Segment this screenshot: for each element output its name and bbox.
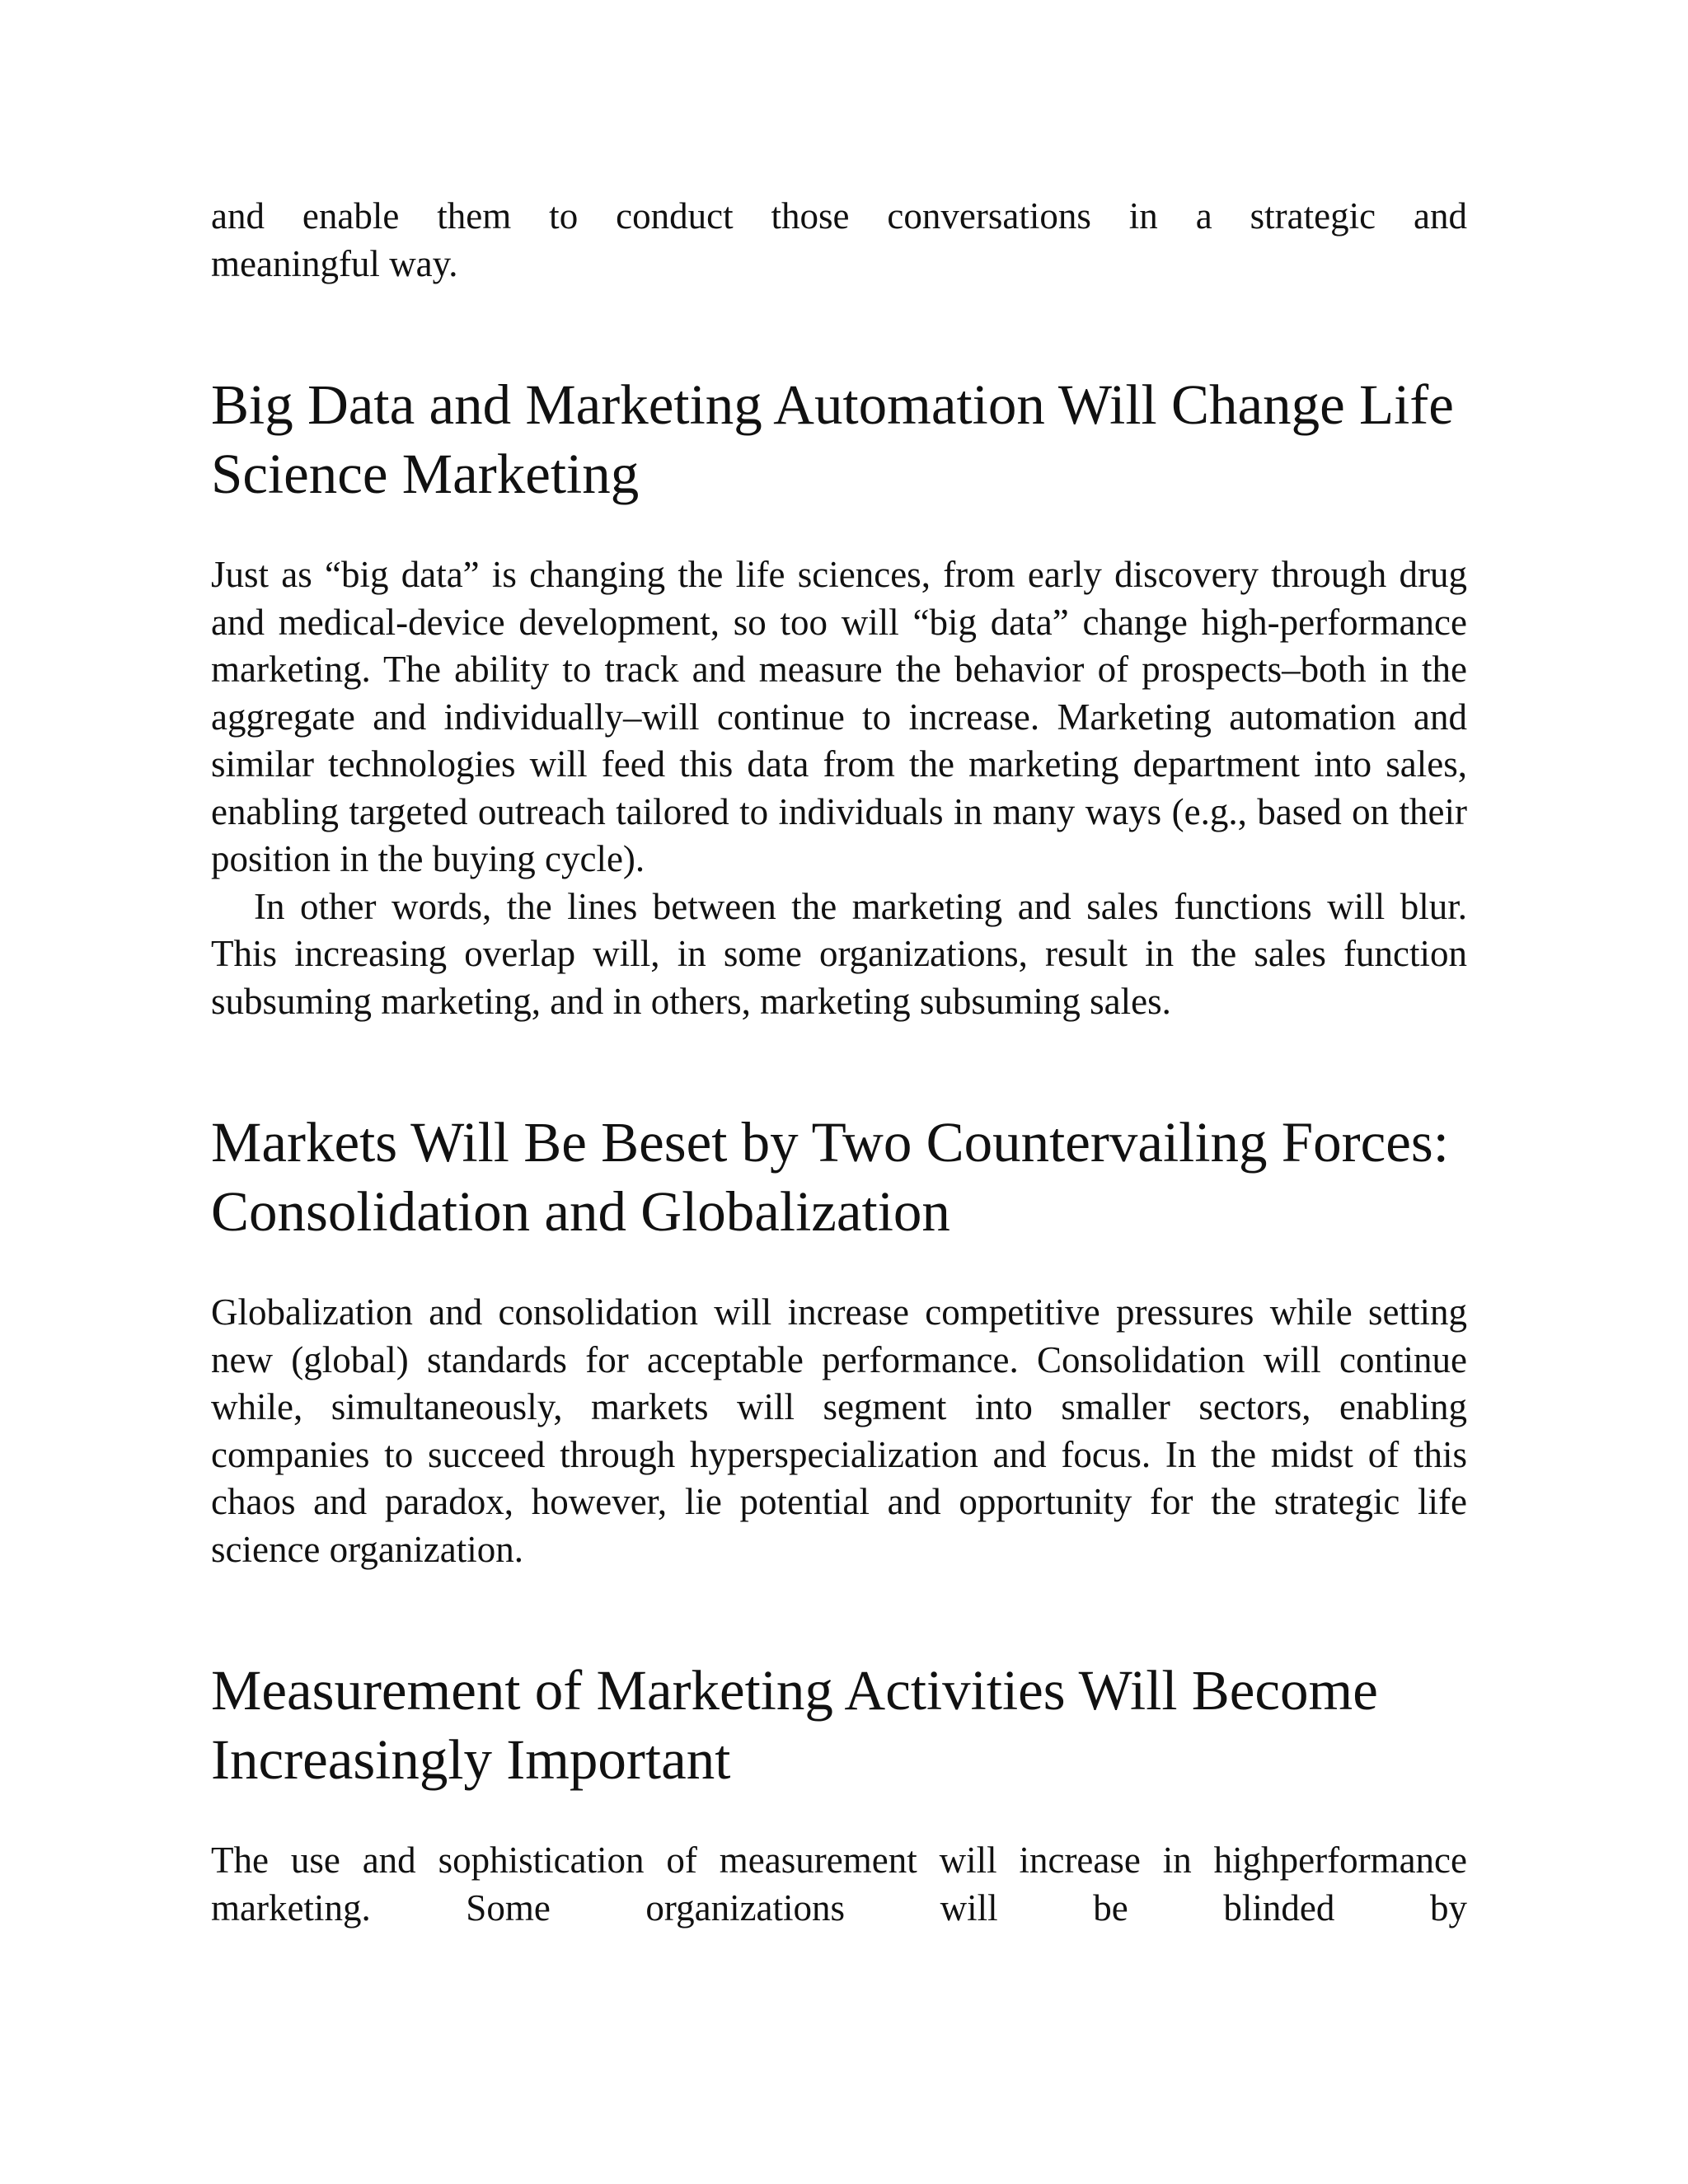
intro-paragraph xyxy=(211,193,1467,288)
section-paragraph: The use and sophistication of measurement will increase in highperformance marketing. Some organizations will be blinded by xyxy=(211,1840,1467,1929)
spacer xyxy=(211,1573,1467,1656)
spacer xyxy=(211,288,1467,370)
section-paragraph: Just as “big data” is changing the life sciences, from early discovery through drug and medical-device development, so too will “big data” change high-performance marketing. The ability to track and measure the behavior of prospects–both in the aggregate and individually–will continue to increase. Marketing automation and similar technologies will feed this data from the marketing department into sales, enabling targeted outreach tailored to individuals in many ways (e.g., based on their position in the buying cycle). xyxy=(211,554,1467,879)
document-page xyxy=(211,193,1467,1932)
section-heading-big-data: Big Data and Marketing Automation Will Change Life Science Marketing xyxy=(211,373,1454,505)
spacer xyxy=(211,1794,1467,1837)
section-paragraph: In other words, the lines between the marketing and sales functions will blur. This increasing overlap will, in some organizations, result in the sales function subsuming marketing, and in others, marketing subsuming sales. xyxy=(211,885,1467,1022)
intro-line-1: and enable them to conduct those conversations in a strategic and xyxy=(211,195,1467,237)
section-heading-measurement: Measurement of Marketing Activities Will Become Increasingly Important xyxy=(211,1659,1378,1791)
spacer xyxy=(211,509,1467,551)
section-paragraph: Globalization and consolidation will increase competitive pressures while setting new (global) standards for acceptable performance. Consolidation will continue while, simultaneously, markets will segment into smaller sectors, enabling companies to succeed through hyperspecialization and focus. In the midst of this chaos and paradox, however, lie potential and opportunity for the strategic life science organization. xyxy=(211,1291,1467,1570)
section-heading-markets: Markets Will Be Beset by Two Countervailing Forces: Consolidation and Globalization xyxy=(211,1111,1449,1243)
intro-line-2: meaningful way. xyxy=(211,242,458,284)
spacer xyxy=(211,1025,1467,1108)
spacer xyxy=(211,1246,1467,1289)
